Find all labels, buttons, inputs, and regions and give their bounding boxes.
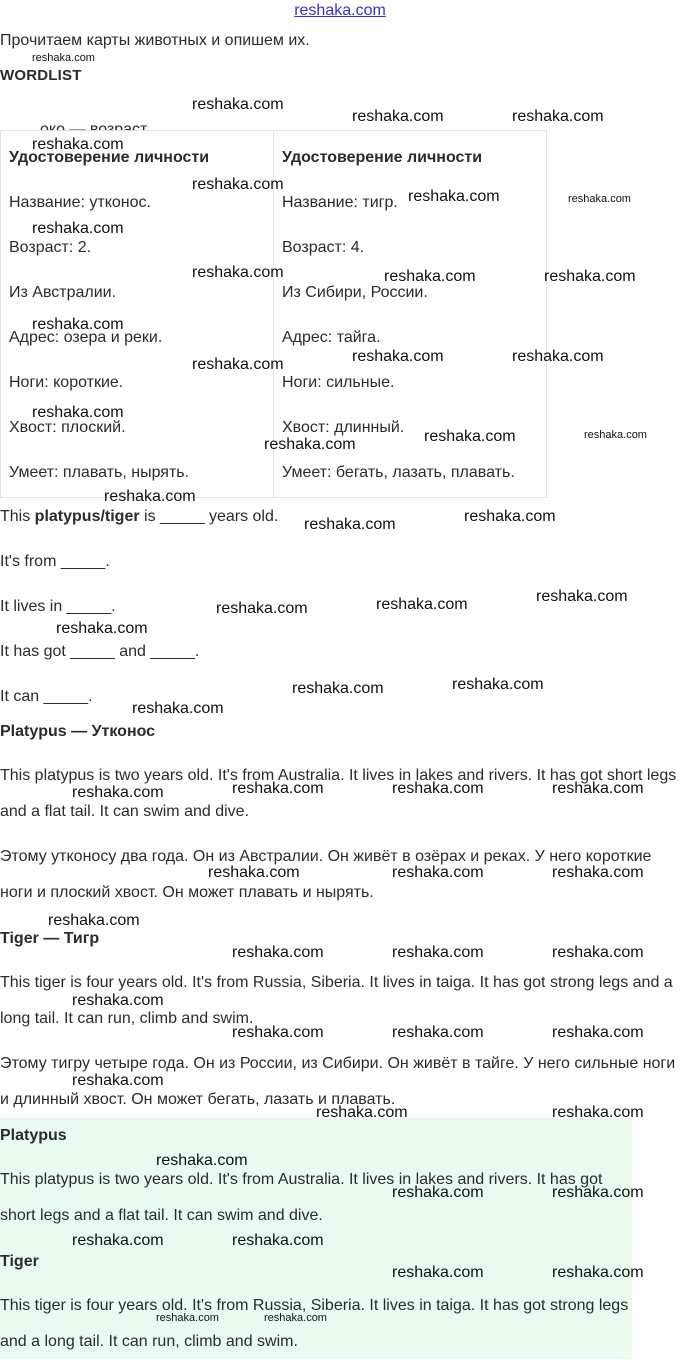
card-line: Адрес: тайга. [282,329,381,346]
tiger-english: This tiger is four years old. It's from Russia, Siberia. It lives in taiga. It has got strong legs and a long tail. It can run, climb and swim. [0,974,673,1027]
card-line: Ноги: короткие. [9,374,124,391]
watermark: reshaka.com [132,700,224,717]
tiger-russian: Этому тигру четыре года. Он из России, из Сибири. Он живёт в тайге. У него сильные ноги и длинный хвост. Он может бегать, лазать и плавать. [0,1055,676,1108]
template-line-4: It has got _____ and _____. [0,643,200,660]
watermark: reshaka.com [552,1024,644,1041]
watermark: reshaka.com [264,1312,327,1324]
watermark: reshaka.com [452,676,544,693]
watermark: reshaka.com [552,1264,644,1281]
watermark: reshaka.com [156,1312,219,1324]
wordlist-heading: WORDLIST [0,67,82,84]
watermark: reshaka.com [568,193,631,205]
answer-tiger-heading: Tiger [0,1253,39,1270]
watermark: reshaka.com [408,188,500,205]
watermark: reshaka.com [384,268,476,285]
card-line: Ноги: сильные. [282,374,395,391]
card-title: Удостоверение личности [282,149,483,166]
watermark: reshaka.com [392,1264,484,1281]
watermark: reshaka.com [232,944,324,961]
watermark: reshaka.com [192,356,284,373]
watermark: reshaka.com [192,264,284,281]
watermark: reshaka.com [552,1104,644,1121]
watermark: reshaka.com [32,136,124,153]
template-line-3: It lives in _____. [0,598,116,615]
template-line-5: It can _____. [0,688,93,705]
card-line: Хвост: длинный. [282,419,405,436]
watermark: reshaka.com [32,316,124,333]
watermark: reshaka.com [72,992,164,1009]
card-line: Хвост: плоский. [9,419,126,436]
card-line: Из Сибири, России. [282,284,428,301]
answer-platypus-text: This platypus is two years old. It's from Australia. It lives in lakes and rivers. It has got short legs and a flat tail. It can swim and dive. [0,1171,603,1224]
watermark: reshaka.com [232,1024,324,1041]
watermark: reshaka.com [352,348,444,365]
watermark: reshaka.com [208,864,300,881]
watermark: reshaka.com [376,596,468,613]
card-line: Возраст: 4. [282,239,365,256]
card-line: Умеет: бегать, лазать, плавать. [282,464,515,481]
watermark: reshaka.com [392,864,484,881]
card-line: Умеет: плавать, нырять. [9,464,190,481]
watermark: reshaka.com [264,436,356,453]
watermark: reshaka.com [464,508,556,525]
watermark: reshaka.com [232,780,324,797]
answer-tiger-text: This tiger is four years old. It's from Russia, Siberia. It lives in taiga. It has got strong legs and a long tail. It can run, climb and swim. [0,1297,629,1350]
watermark: reshaka.com [72,1072,164,1089]
watermark: reshaka.com [304,516,396,533]
watermark: reshaka.com [56,620,148,637]
watermark: reshaka.com [424,428,516,445]
card-line: Название: тигр. [282,194,398,211]
watermark: reshaka.com [392,1024,484,1041]
watermark: reshaka.com [392,1184,484,1201]
watermark: reshaka.com [192,96,284,113]
template-bold: platypus/tiger [34,508,140,525]
intro-text: Прочитаем карты животных и опишем их. [0,32,310,49]
platypus-english: This platypus is two years old. It's from Australia. It lives in lakes and rivers. It has got short legs and a flat tail. It can swim and dive. [0,767,677,820]
watermark: reshaka.com [552,864,644,881]
platypus-heading: Platypus — Утконос [0,723,156,740]
watermark: reshaka.com [544,268,636,285]
tiger-heading: Tiger — Тигр [0,930,100,947]
watermark: reshaka.com [104,488,196,505]
watermark: reshaka.com [584,429,647,441]
watermark: reshaka.com [536,588,628,605]
card-line: Возраст: 2. [9,239,92,256]
watermark: reshaka.com [72,784,164,801]
watermark: reshaka.com [192,176,284,193]
watermark: reshaka.com [552,1184,644,1201]
template-text: is _____ years old. [139,508,279,525]
template-line-1 [0,507,278,527]
card-title: Удостоверение личности [9,149,210,166]
platypus-russian: Этому утконосу два года. Он из Австралии. Он живёт в озёрах и реках. У него короткие ноги и плоский хвост. Он может плавать и нырять. [0,848,652,901]
template-line-2: It's from _____. [0,553,110,570]
watermark: reshaka.com [32,220,124,237]
answer-platypus-heading: Platypus [0,1127,67,1144]
watermark: reshaka.com [232,1232,324,1249]
watermark: reshaka.com [156,1152,248,1169]
card-line: Адрес: озера и реки. [9,329,163,346]
watermark: reshaka.com [352,108,444,125]
watermark: reshaka.com [512,108,604,125]
watermark: reshaka.com [316,1104,408,1121]
watermark: reshaka.com [32,404,124,421]
template-text: This [0,508,35,525]
watermark: reshaka.com [292,680,384,697]
watermark: reshaka.com [72,1232,164,1249]
card-line: Из Австралии. [9,284,117,301]
watermark: reshaka.com [48,912,140,929]
watermark: reshaka.com [392,944,484,961]
watermark: reshaka.com [552,944,644,961]
watermark: reshaka.com [392,780,484,797]
site-link[interactable]: reshaka.com [294,2,386,19]
watermark: reshaka.com [552,780,644,797]
watermark: reshaka.com [512,348,604,365]
watermark: reshaka.com [32,52,95,64]
card-line: Название: утконос. [9,194,151,211]
watermark: reshaka.com [216,600,308,617]
